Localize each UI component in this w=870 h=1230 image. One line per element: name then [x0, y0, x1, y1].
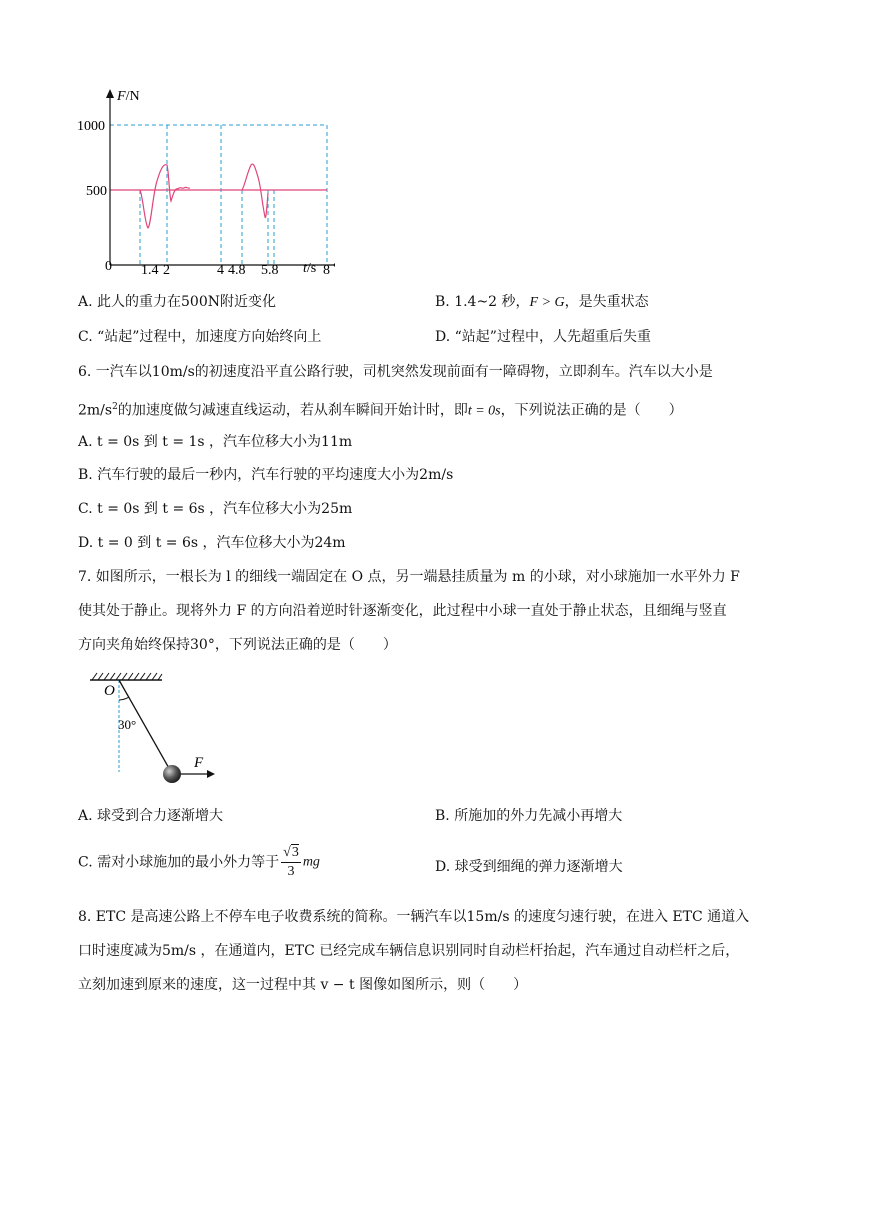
x-tick-5-8: 5.8	[261, 263, 279, 275]
q7-fraction-den: 3	[287, 864, 295, 879]
pendulum-figure	[82, 668, 232, 798]
q6-stem-math: t = 0s	[467, 403, 501, 419]
grid-lines	[110, 125, 327, 265]
x-tick-4: 4	[217, 263, 224, 275]
q6-stem-line2	[78, 397, 683, 422]
point-o-label: O	[104, 683, 115, 699]
force-arrowhead	[207, 770, 215, 778]
y-tick-1000: 1000	[77, 119, 105, 134]
force-curve	[140, 165, 190, 228]
q5-option-b-math: F > G	[529, 295, 565, 310]
q8-stem-line2: 口时速度减为5m/s ，在通道内，ETC 已经完成车辆信息识别同时自动栏杆抬起，汽车通过自动栏杆之后，	[78, 943, 740, 959]
q7-option-b[interactable]: B. 所施加的外力先减小再增大	[435, 808, 623, 824]
angle-arc	[119, 697, 129, 700]
q5-option-d[interactable]: D. “站起”过程中，人先超重后失重	[435, 329, 651, 345]
x-axis-label: t/s	[303, 261, 317, 275]
q7-option-c-mg: mg	[302, 854, 320, 870]
y-tick-500: 500	[86, 184, 107, 199]
ceiling-hatch	[92, 673, 162, 680]
x-tick-8: 8	[323, 263, 330, 275]
q8-stem-line1: 8. ETC 是高速公路上不停车电子收费系统的简称。一辆汽车以15m/s 的速度匀速行驶，在进入 ETC 通道入	[78, 909, 750, 925]
q6-option-d[interactable]: D. t = 0 到 t = 6s ，汽车位移大小为24m	[78, 535, 346, 551]
q5-option-b-suffix: ，是失重状态	[564, 294, 649, 310]
q7-option-c[interactable]	[78, 844, 320, 881]
q6-stem-end: ，下列说法正确的是（ ）	[500, 402, 683, 419]
force-curve-2	[242, 164, 268, 218]
q6-option-c[interactable]: C. t = 0s 到 t = 6s ，汽车位移大小为25m	[78, 501, 353, 517]
q6-option-b[interactable]: B. 汽车行驶的最后一秒内，汽车行驶的平均速度大小为2m/s	[78, 467, 454, 483]
x-axis-arrow	[333, 261, 335, 269]
x-tick-4-8: 4.8	[228, 263, 246, 275]
q6-stem-line1: 6. 一汽车以10m/s的初速度沿平直公路行驶，司机突然发现前面有一障碍物，立即刹车。汽车以大小是	[78, 364, 713, 380]
y-axis-label: F/N	[117, 89, 140, 104]
q7-fraction: $\frac{√3}{3}$	[283, 845, 299, 879]
y-axis-arrow	[106, 89, 114, 98]
y-tick-0: 0	[105, 259, 112, 274]
force-time-graph	[75, 85, 335, 275]
q6-option-a[interactable]: A. t = 0s 到 t = 1s ，汽车位移大小为11m	[78, 434, 353, 450]
q6-accel-value: 2m/s	[78, 402, 113, 419]
q5-option-b-prefix: B. 1.4~2 秒，	[435, 294, 530, 310]
ball	[163, 765, 181, 783]
axes	[110, 93, 335, 265]
q8-stem-line3: 立刻加速到原来的速度，这一过程中其 v − t 图像如图所示，则（ ）	[78, 977, 528, 993]
q7-option-c-prefix: C. 需对小球施加的最小外力等于	[78, 854, 280, 871]
q7-option-a[interactable]: A. 球受到合力逐渐增大	[78, 808, 224, 824]
q7-stem-line2: 使其处于静止。现将外力 F 的方向沿着逆时针逐渐变化，此过程中小球一直处于静止状态，且细绳与竖直	[78, 603, 727, 619]
x-tick-1-4: 1.4	[141, 263, 159, 275]
q7-stem-line3: 方向夹角始终保持30°，下列说法正确的是（ ）	[78, 637, 397, 653]
q5-option-b[interactable]	[435, 292, 649, 313]
angle-label: 30°	[118, 717, 137, 732]
x-tick-2: 2	[163, 263, 170, 275]
q5-option-a[interactable]: A. 此人的重力在500N附近变化	[78, 294, 276, 310]
q5-option-c[interactable]: C. “站起”过程中，加速度方向始终向上	[78, 329, 322, 345]
q6-stem-mid: 的加速度做匀减速直线运动，若从刹车瞬间开始计时，即	[117, 402, 468, 419]
force-label: F	[194, 755, 204, 771]
q7-option-d[interactable]: D. 球受到细绳的弹力逐渐增大	[435, 859, 623, 875]
q7-fraction-num: 3	[291, 845, 299, 860]
q7-stem-line1: 7. 如图所示，一根长为 l 的细线一端固定在 O 点，另一端悬挂质量为 m 的小球，对小球施加一水平外力 F	[78, 569, 740, 585]
q6-accel-sup: 2	[112, 402, 118, 412]
